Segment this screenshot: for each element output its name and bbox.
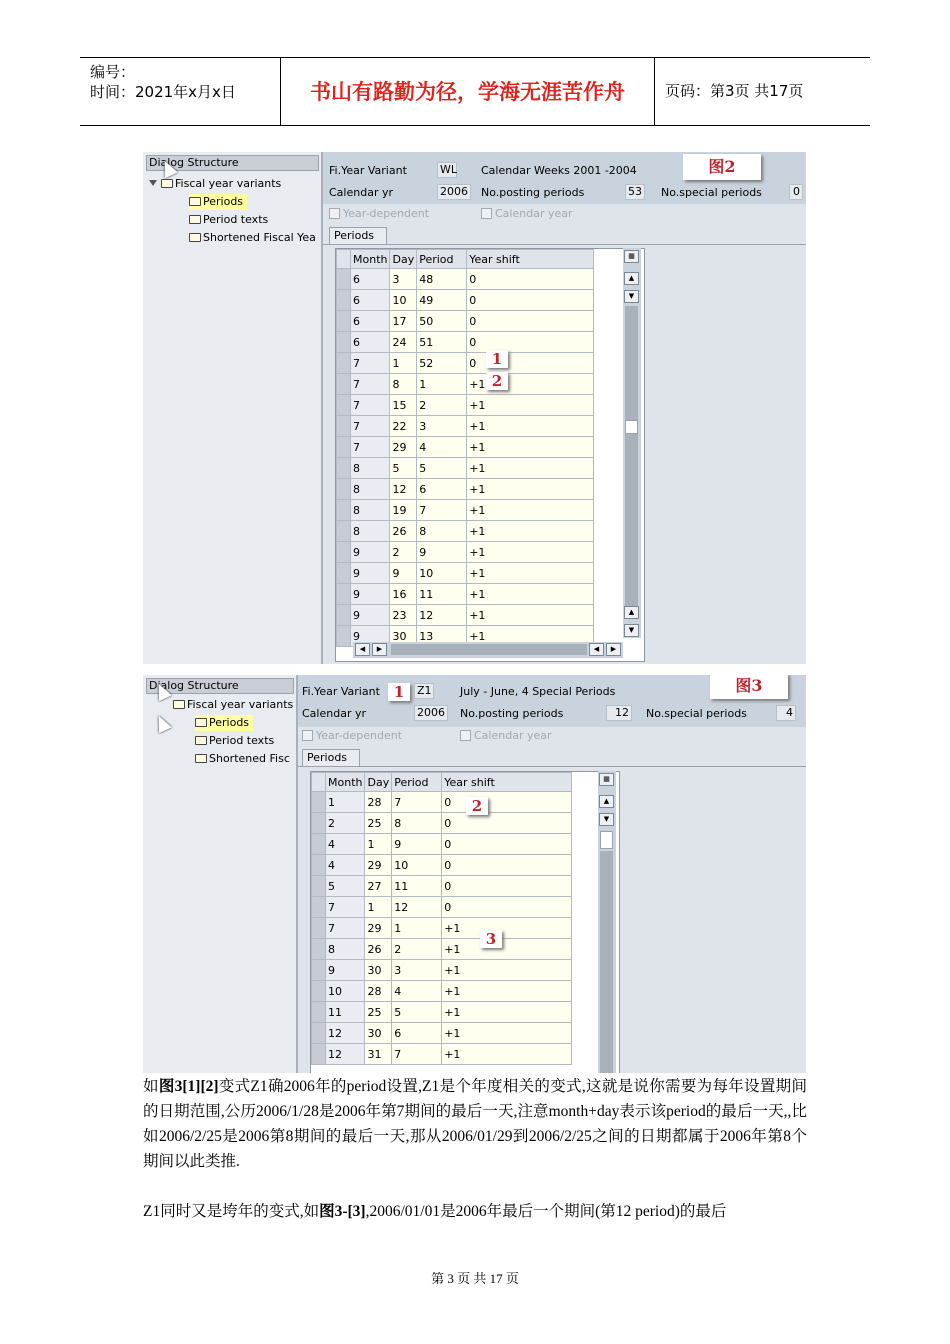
column-header-month: Month [351,250,390,269]
cell-period[interactable]: 4 [392,981,442,1002]
calendar-yr-field[interactable]: 2006 [414,705,448,721]
cell-year-shift[interactable]: +1 [442,960,572,981]
cell-day[interactable]: 1 [365,834,392,855]
annotation-marker-3: 3 [480,930,502,948]
cell-month[interactable]: 7 [351,437,390,458]
cell-period[interactable]: 4 [417,437,467,458]
row-selector[interactable] [312,1002,326,1023]
cell-year-shift[interactable]: +1 [467,521,594,542]
cell-period[interactable]: 9 [392,834,442,855]
cell-year-shift[interactable]: +1 [467,437,594,458]
dialog-structure-tree [143,675,298,1073]
cell-year-shift[interactable]: 0 [442,834,572,855]
cell-month[interactable]: 12 [326,1023,365,1044]
cell-day[interactable]: 28 [365,981,392,1002]
fy-variant-label: Fi.Year Variant [302,685,380,698]
number-label: 编号： [90,63,136,81]
calendar-yr-field[interactable]: 2006 [437,184,471,200]
cell-year-shift[interactable]: 0 [442,855,572,876]
select-all-header[interactable] [312,773,326,792]
tree-node-period-texts[interactable]: Period texts [195,733,274,749]
cell-day[interactable]: 5 [390,458,417,479]
cell-year-shift[interactable]: 0 [467,290,594,311]
cell-month[interactable]: 7 [351,395,390,416]
cell-year-shift[interactable]: +1 [442,918,572,939]
row-selector[interactable] [337,353,351,374]
fy-variant-description: Calendar Weeks 2001 -2004 [481,164,637,177]
table-row[interactable] [337,521,594,542]
row-selector[interactable] [312,939,326,960]
fy-variant-field[interactable]: Z1 [414,683,434,699]
tree-node-shortened-fiscal-year[interactable]: Shortened Fisc [195,751,290,767]
special-periods-field[interactable]: 0 [789,184,803,200]
cell-year-shift[interactable]: +1 [467,416,594,437]
annotation-marker-1: 1 [388,683,410,701]
cell-period[interactable]: 8 [417,521,467,542]
scroll-right-icon[interactable]: ▶ [372,643,387,656]
cell-month[interactable]: 6 [351,311,390,332]
vertical-scrollbar[interactable] [598,771,616,1073]
periods-grid [310,771,620,1073]
fy-variant-label: Fi.Year Variant [329,164,407,177]
cell-day[interactable]: 1 [390,353,417,374]
year-dependent-checkbox[interactable]: Year-dependent [302,728,402,744]
main-panel [323,152,806,664]
cell-month[interactable]: 7 [351,374,390,395]
vertical-scrollbar[interactable] [623,248,641,638]
horizontal-scrollbar[interactable] [353,642,623,658]
cell-period[interactable]: 12 [392,897,442,918]
table-row[interactable] [337,374,594,395]
cell-day[interactable]: 10 [390,290,417,311]
expand-triangle-icon [149,180,157,186]
cell-period[interactable]: 5 [392,1002,442,1023]
cell-period[interactable]: 5 [417,458,467,479]
periods-table [311,772,572,1065]
cell-year-shift[interactable]: 0 [467,353,594,374]
figure2-screenshot [143,152,806,664]
table-row[interactable] [337,269,594,290]
tree-title: Dialog Structure [146,678,294,694]
posting-periods-label: No.posting periods [460,707,564,720]
row-selector[interactable] [337,521,351,542]
cell-period[interactable]: 13 [417,626,467,647]
scroll-page-down-icon[interactable]: ▼ [624,290,639,303]
page-header [80,57,870,126]
cell-day[interactable]: 23 [390,605,417,626]
row-selector[interactable] [337,416,351,437]
table-row[interactable] [337,584,594,605]
cell-day[interactable]: 3 [390,269,417,290]
row-selector[interactable] [312,855,326,876]
cell-month[interactable]: 12 [326,1044,365,1065]
folder-open-icon [189,197,201,206]
tree-node-fiscal-year-variants[interactable]: Fiscal year variants [173,697,293,713]
cell-period[interactable]: 10 [392,855,442,876]
scroll-right-end-icon[interactable]: ▶ [606,643,621,656]
table-row[interactable] [337,332,594,353]
figure-reference: 图3-[3] [319,1203,366,1220]
cell-period[interactable]: 11 [392,876,442,897]
cell-day[interactable]: 17 [390,311,417,332]
time-label: 时间：2021年x月x日 [90,83,236,101]
cell-year-shift[interactable]: 0 [467,269,594,290]
column-header-day: Day [365,773,392,792]
row-selector[interactable] [312,960,326,981]
scroll-left-end-icon[interactable]: ◀ [589,643,604,656]
cell-period[interactable]: 9 [417,542,467,563]
cell-day[interactable]: 19 [390,500,417,521]
header-meta [80,58,281,125]
cell-day[interactable]: 25 [365,813,392,834]
cell-month[interactable]: 7 [326,897,365,918]
figure-badge: 图2 [683,154,761,180]
cell-day[interactable]: 8 [390,374,417,395]
cell-period[interactable]: 7 [417,500,467,521]
table-row[interactable] [337,437,594,458]
row-selector[interactable] [312,834,326,855]
table-row[interactable] [312,855,572,876]
table-row[interactable] [312,897,572,918]
row-selector[interactable] [337,332,351,353]
table-row[interactable] [337,458,594,479]
cell-year-shift[interactable]: 0 [442,792,572,813]
cell-period[interactable]: 6 [417,479,467,500]
body-paragraph-1: 如图3[1][2]变式Z1确2006年的period设置,Z1是个年度相关的变式,这就是说你需要为每年设置期间的日期范围,公历2006/1/28是2006年第7期间的最后一天,注意month+day表示该period的最后一天,,比如2006/2/25是2006第8期间的最后一天,那从2006/01/29到2006/2/25之间的日期都属于2006年第8个期间以此类推. [143,1078,807,1170]
cell-day[interactable]: 26 [365,939,392,960]
folder-icon [195,736,207,745]
table-row[interactable] [337,290,594,311]
cell-month[interactable]: 8 [351,458,390,479]
cell-period[interactable]: 6 [392,1023,442,1044]
scroll-down-icon[interactable]: ▼ [624,624,639,637]
row-selector[interactable] [337,563,351,584]
periods-grid [335,248,645,662]
scroll-page-up-icon[interactable]: ▲ [624,606,639,619]
cell-month[interactable]: 8 [351,500,390,521]
cell-day[interactable]: 9 [390,563,417,584]
calendar-year-checkbox[interactable]: Calendar year [481,206,573,222]
cell-day[interactable]: 22 [390,416,417,437]
folder-icon [161,179,173,188]
tree-node-shortened-fiscal-year[interactable]: Shortened Fiscal Yea [189,230,316,246]
cell-month[interactable]: 9 [351,563,390,584]
cell-day[interactable]: 29 [365,855,392,876]
special-periods-label: No.special periods [661,186,762,199]
tab-periods[interactable]: Periods [302,749,360,766]
table-row[interactable] [312,960,572,981]
row-selector[interactable] [312,918,326,939]
cell-day[interactable]: 1 [365,897,392,918]
cell-period[interactable]: 8 [392,813,442,834]
folder-icon [195,754,207,763]
table-row[interactable] [337,500,594,521]
cell-month[interactable]: 9 [351,542,390,563]
table-settings-icon[interactable]: ▦ [624,250,639,263]
scroll-track[interactable] [625,306,638,606]
body-paragraph-2: Z1同时又是垮年的变式,如图3-[3],2006/01/01是2006年最后一个期间(第12 period)的最后 [143,1203,727,1220]
annotation-marker-2: 2 [486,372,508,390]
scroll-up-icon[interactable]: ▲ [599,795,614,808]
tree-node-fiscal-year-variants[interactable]: Fiscal year variants [149,176,281,192]
cell-year-shift[interactable]: 0 [442,876,572,897]
table-row[interactable] [312,813,572,834]
cell-day[interactable]: 26 [390,521,417,542]
row-selector[interactable] [337,584,351,605]
cell-period[interactable]: 11 [417,584,467,605]
cell-month[interactable]: 2 [326,813,365,834]
dialog-structure-tree [143,152,323,664]
row-selector[interactable] [337,311,351,332]
cell-day[interactable]: 30 [365,960,392,981]
cell-day[interactable]: 12 [390,479,417,500]
cell-day[interactable]: 29 [365,918,392,939]
horizontal-scroll-track[interactable] [391,644,587,655]
scroll-thumb[interactable] [600,831,613,849]
table-row[interactable] [337,479,594,500]
tree-node-period-texts[interactable]: Period texts [189,212,268,228]
cell-period[interactable]: 10 [417,563,467,584]
cell-month[interactable]: 10 [326,981,365,1002]
annotation-marker-2: 2 [466,797,488,815]
cell-year-shift[interactable]: +1 [467,395,594,416]
posting-periods-field[interactable]: 53 [625,184,645,200]
row-selector[interactable] [337,542,351,563]
folder-icon [189,215,201,224]
table-row[interactable] [312,981,572,1002]
cell-year-shift[interactable]: 0 [467,332,594,353]
cell-month[interactable]: 9 [351,605,390,626]
row-selector[interactable] [312,897,326,918]
cell-day[interactable]: 30 [365,1023,392,1044]
row-selector[interactable] [312,1044,326,1065]
cell-year-shift[interactable]: +1 [467,626,594,647]
tab-divider [298,766,806,767]
scroll-page-down-icon[interactable]: ▼ [599,813,614,826]
cell-month[interactable]: 9 [326,960,365,981]
checkbox-checked-icon [302,730,313,741]
row-selector[interactable] [312,1023,326,1044]
row-selector[interactable] [337,626,351,647]
annotation-marker-1: 1 [486,350,508,368]
year-dependent-checkbox[interactable]: Year-dependent [329,206,429,222]
table-row[interactable] [337,563,594,584]
header-page-info: 页码：第3页 共17页 [665,82,804,100]
cell-year-shift[interactable]: +1 [442,981,572,1002]
checkbox-icon [481,208,492,219]
table-row[interactable] [312,1002,572,1023]
column-header-period: Period [392,773,442,792]
tab-periods[interactable]: Periods [329,227,387,244]
cell-day[interactable]: 27 [365,876,392,897]
row-selector[interactable] [312,876,326,897]
fy-variant-field[interactable]: WL [437,162,457,178]
figure3-screenshot [143,675,806,1073]
cell-year-shift[interactable]: +1 [467,542,594,563]
row-selector[interactable] [337,269,351,290]
cell-year-shift[interactable]: 0 [442,897,572,918]
row-selector[interactable] [337,458,351,479]
cell-period[interactable]: 7 [392,1044,442,1065]
cell-year-shift[interactable]: +1 [442,1002,572,1023]
table-row[interactable] [337,395,594,416]
header-motto: 书山有路勤为径，学海无涯苦作舟 [281,58,655,125]
row-selector[interactable] [312,981,326,1002]
cell-day[interactable]: 29 [390,437,417,458]
mouse-cursor-icon [152,713,171,733]
cell-year-shift[interactable]: +1 [467,584,594,605]
scroll-left-icon[interactable]: ◀ [355,643,370,656]
cell-year-shift[interactable]: 0 [442,813,572,834]
cell-month[interactable]: 9 [351,584,390,605]
cell-period[interactable]: 2 [392,939,442,960]
cell-month[interactable]: 7 [351,353,390,374]
cell-year-shift[interactable]: +1 [442,1044,572,1065]
cell-year-shift[interactable]: +1 [442,1023,572,1044]
cell-month[interactable]: 7 [351,416,390,437]
tree-node-periods[interactable]: Periods [195,715,253,731]
cell-month[interactable]: 8 [351,479,390,500]
special-periods-label: No.special periods [646,707,747,720]
table-row[interactable] [337,605,594,626]
cell-month[interactable]: 6 [351,332,390,353]
cell-period[interactable]: 52 [417,353,467,374]
checkbox-checked-icon [329,208,340,219]
row-selector[interactable] [337,437,351,458]
cell-day[interactable]: 28 [365,792,392,813]
cell-month[interactable]: 8 [351,521,390,542]
cell-month[interactable]: 9 [351,626,390,647]
table-row[interactable] [312,918,572,939]
table-row[interactable] [337,353,594,374]
tree-node-periods[interactable]: Periods [189,194,247,210]
calendar-yr-label: Calendar yr [329,186,393,199]
cell-period[interactable]: 1 [417,374,467,395]
special-periods-field[interactable]: 4 [776,705,796,721]
cell-year-shift[interactable]: +1 [442,939,572,960]
cell-year-shift[interactable]: 0 [467,311,594,332]
table-row[interactable] [312,876,572,897]
cell-period[interactable]: 7 [392,792,442,813]
cell-period[interactable]: 49 [417,290,467,311]
cell-month[interactable]: 1 [326,792,365,813]
table-row[interactable] [337,542,594,563]
cell-day[interactable]: 16 [390,584,417,605]
tab-divider [323,244,806,245]
cell-month[interactable]: 4 [326,834,365,855]
posting-periods-field[interactable]: 12 [606,705,632,721]
cell-period[interactable]: 1 [392,918,442,939]
cell-year-shift[interactable]: +1 [467,374,594,395]
cell-day[interactable]: 25 [365,1002,392,1023]
tree-title: Dialog Structure [146,155,319,171]
cell-year-shift[interactable]: +1 [467,605,594,626]
cell-month[interactable]: 8 [326,939,365,960]
column-header-year-shift: Year shift [442,773,572,792]
scroll-track[interactable] [600,851,613,1073]
cell-month[interactable]: 5 [326,876,365,897]
scroll-up-icon[interactable]: ▲ [624,272,639,285]
folder-icon [189,233,201,242]
cell-period[interactable]: 50 [417,311,467,332]
folder-open-icon [195,718,207,727]
column-header-period: Period [417,250,467,269]
figure-reference: 图3[1][2] [158,1078,219,1095]
cell-day[interactable]: 30 [390,626,417,647]
column-header-year-shift: Year shift [467,250,594,269]
cell-day[interactable]: 24 [390,332,417,353]
calendar-year-checkbox[interactable]: Calendar year [460,728,552,744]
table-settings-icon[interactable]: ▦ [599,773,614,786]
cell-period[interactable]: 2 [417,395,467,416]
cell-month[interactable]: 11 [326,1002,365,1023]
cell-month[interactable]: 6 [351,269,390,290]
cell-period[interactable]: 3 [392,960,442,981]
cell-day[interactable]: 31 [365,1044,392,1065]
main-panel [298,675,806,1073]
table-row[interactable] [337,311,594,332]
row-selector[interactable] [337,479,351,500]
row-selector[interactable] [337,290,351,311]
row-selector[interactable] [337,605,351,626]
cell-month[interactable]: 7 [326,918,365,939]
checkbox-icon [460,730,471,741]
figure-badge: 图3 [710,675,788,699]
cell-month[interactable]: 6 [351,290,390,311]
cell-year-shift[interactable]: +1 [467,458,594,479]
row-selector[interactable] [337,395,351,416]
table-row[interactable] [337,416,594,437]
row-selector[interactable] [312,813,326,834]
column-header-month: Month [326,773,365,792]
table-row[interactable] [312,792,572,813]
select-all-header[interactable] [337,250,351,269]
cell-year-shift[interactable]: +1 [467,500,594,521]
table-row[interactable] [312,834,572,855]
row-selector[interactable] [312,792,326,813]
column-header-day: Day [390,250,417,269]
cell-day[interactable]: 2 [390,542,417,563]
cell-period[interactable]: 48 [417,269,467,290]
cell-period[interactable]: 3 [417,416,467,437]
table-row[interactable] [312,1044,572,1065]
periods-table [336,249,594,647]
cell-period[interactable]: 12 [417,605,467,626]
cell-year-shift[interactable]: +1 [467,563,594,584]
calendar-yr-label: Calendar yr [302,707,366,720]
cell-period[interactable]: 51 [417,332,467,353]
scroll-thumb[interactable] [625,420,638,434]
table-row[interactable] [312,1023,572,1044]
page-footer: 第 3 页 共 17 页 [431,1271,519,1286]
row-selector[interactable] [337,374,351,395]
posting-periods-label: No.posting periods [481,186,585,199]
cell-year-shift[interactable]: +1 [467,479,594,500]
cell-day[interactable]: 15 [390,395,417,416]
fy-variant-description: July - June, 4 Special Periods [460,685,616,698]
table-row[interactable] [312,939,572,960]
cell-month[interactable]: 4 [326,855,365,876]
row-selector[interactable] [337,500,351,521]
folder-icon [173,700,185,709]
